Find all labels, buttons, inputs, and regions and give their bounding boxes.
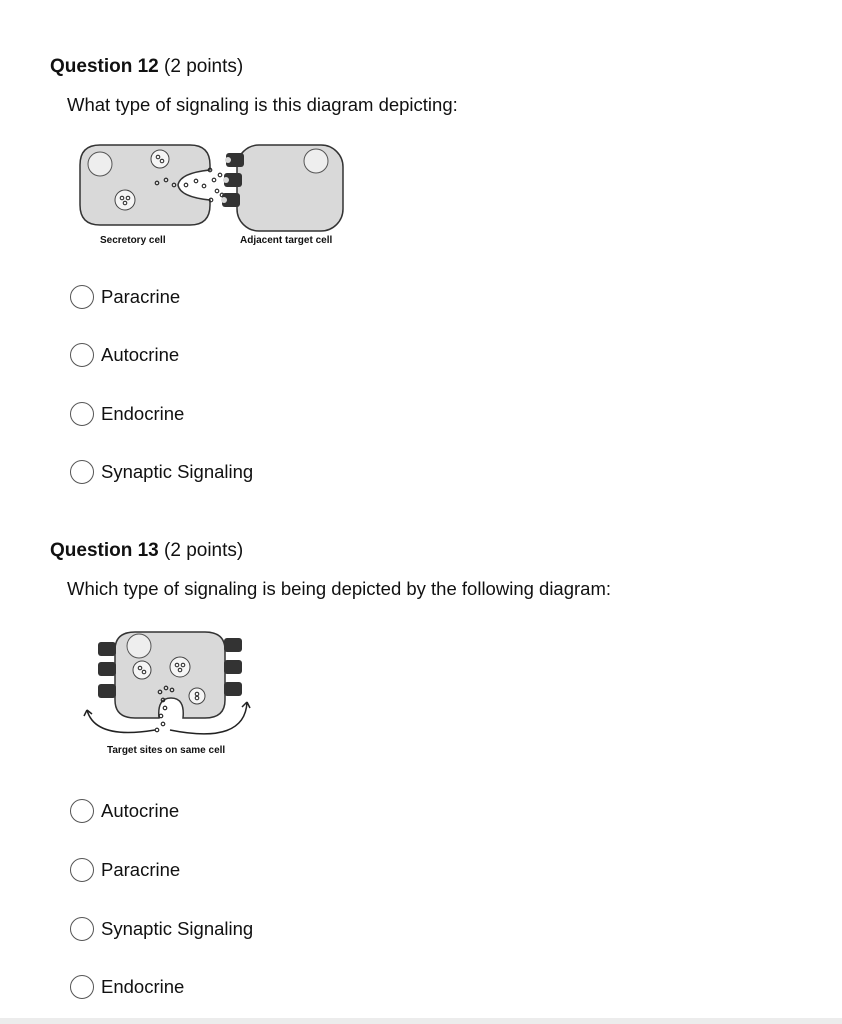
question-points: (2 points) — [164, 56, 244, 77]
radio-button[interactable] — [70, 402, 94, 426]
question-12-header — [50, 56, 243, 78]
q12-option-2[interactable] — [70, 341, 179, 369]
option-label: Synaptic Signaling — [101, 918, 254, 939]
autocrine-diagram — [75, 620, 265, 760]
autocrine-diagram-image — [75, 620, 265, 760]
question-12-prompt: What type of signaling is this diagram depicting: — [67, 94, 458, 115]
target-cell-caption: Adjacent target cell — [240, 235, 333, 246]
radio-button[interactable] — [70, 285, 94, 309]
radio-button[interactable] — [70, 917, 94, 941]
radio-button[interactable] — [70, 460, 94, 484]
q12-option-3[interactable] — [70, 400, 184, 428]
secretory-cell-caption: Secretory cell — [100, 235, 166, 246]
option-label: Autocrine — [101, 800, 180, 821]
option-label: Paracrine — [101, 286, 181, 307]
q12-option-4[interactable] — [70, 458, 253, 486]
q13-option-1[interactable] — [70, 797, 179, 825]
q13-option-3[interactable] — [70, 915, 253, 943]
option-label: Paracrine — [101, 859, 181, 880]
option-label: Endocrine — [101, 976, 185, 997]
radio-button[interactable] — [70, 858, 94, 882]
question-number: Question 13 — [50, 540, 159, 561]
paracrine-diagram — [70, 135, 360, 255]
radio-button[interactable] — [70, 799, 94, 823]
q13-option-2[interactable] — [70, 856, 180, 884]
q12-option-1[interactable] — [70, 283, 180, 311]
question-number: Question 12 — [50, 56, 159, 77]
option-label: Autocrine — [101, 344, 180, 365]
option-label: Synaptic Signaling — [101, 461, 254, 482]
same-cell-caption: Target sites on same cell — [107, 745, 226, 756]
radio-button[interactable] — [70, 343, 94, 367]
bottom-bar — [0, 1018, 842, 1024]
option-label: Endocrine — [101, 403, 185, 424]
q13-option-4[interactable] — [70, 973, 184, 1001]
question-points: (2 points) — [164, 540, 244, 561]
question-13-header — [50, 540, 243, 562]
radio-button[interactable] — [70, 975, 94, 999]
question-13-prompt: Which type of signaling is being depicted by the following diagram: — [67, 578, 612, 599]
